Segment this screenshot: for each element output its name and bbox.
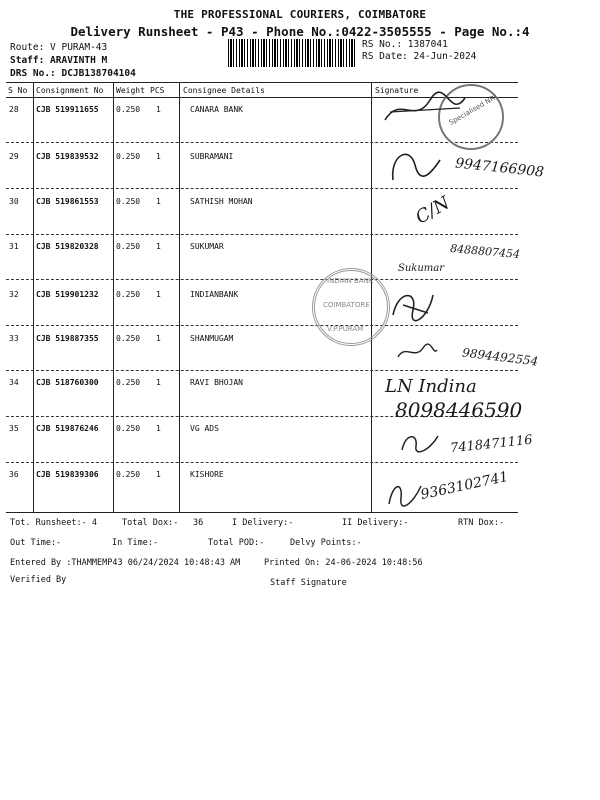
row-weight: 0.250 [116,470,141,479]
ii-delivery: II Delivery:- [342,518,409,528]
row-consignment: CJB 518760300 [36,378,99,387]
handwritten-text: LN Indina [385,376,477,397]
row-consignment: CJB 519861553 [36,197,99,206]
row-sno: 30 [9,197,19,206]
col-sno: S No [8,86,28,95]
row-pcs: 1 [156,152,161,161]
row-sno: 28 [9,105,19,114]
in-time: In Time:- [112,538,159,548]
row-sno: 36 [9,470,19,479]
signature-scribble [385,478,425,508]
handwritten-phone: 9894492554 [461,345,539,369]
row-consignment: CJB 519820328 [36,242,99,251]
row-separator [6,325,518,326]
drs-number: DRS No.: DCJB138704104 [10,68,136,79]
handwritten-phone: 8488807454 [449,241,521,262]
handwritten-phone: 7418471116 [449,432,534,457]
row-consignee: SUKUMAR [190,242,224,251]
row-consignee: INDIANBANK [190,290,239,299]
col-weight: Weight [116,86,145,95]
staff-label: Staff: ARAVINTH M [10,55,108,66]
col-signature: Signature [375,86,419,95]
row-separator [6,279,518,280]
rs-number: RS No.: 1387041 [362,39,448,50]
column-divider [179,82,180,512]
runsheet-subtitle: Delivery Runsheet - P43 - Phone No.:0422-3505555 - Page No.:4 [70,24,530,39]
row-separator [6,142,518,143]
delvy-points: Delvy Points:- [290,538,362,548]
out-time: Out Time:- [10,538,62,548]
row-pcs: 1 [156,105,161,114]
row-consignment: CJB 519911655 [36,105,99,114]
row-weight: 0.250 [116,242,141,251]
row-weight: 0.250 [116,290,141,299]
row-consignee: VG ADS [190,424,219,433]
row-sno: 31 [9,242,19,251]
signature-scribble [380,90,470,130]
row-sno: 33 [9,334,19,343]
handwritten-phone: 8098446590 [395,398,523,422]
barcode [228,39,356,67]
row-sno: 29 [9,152,19,161]
row-sno: 35 [9,424,19,433]
i-delivery: I Delivery:- [232,518,294,528]
row-consignment: CJB 519839532 [36,152,99,161]
verified-by: Verified By [10,575,67,585]
row-separator [6,370,518,371]
indian-bank-stamp: INDIAN BANK COIMBATORE V.P.PURAM [312,268,390,346]
rs-date: RS Date: 24-Jun-2024 [362,51,477,62]
row-weight: 0.250 [116,334,141,343]
printed-on: Printed On: 24-06-2024 10:48:56 [264,558,423,568]
row-sno: 34 [9,378,19,387]
row-pcs: 1 [156,378,161,387]
row-separator [6,462,518,463]
row-weight: 0.250 [116,197,141,206]
handwritten-phone: 9947166908 [454,155,545,181]
row-consignee: CANARA BANK [190,105,243,114]
row-separator [6,234,518,235]
row-pcs: 1 [156,242,161,251]
bank-stamp: Specialised NRI [438,84,504,150]
staff-signature: Staff Signature [270,578,347,588]
row-pcs: 1 [156,334,161,343]
row-consignment: CJB 519839306 [36,470,99,479]
row-sno: 32 [9,290,19,299]
total-dox-value: 36 [193,518,204,528]
signature-scribble [395,342,440,362]
col-consignment: Consignment No [36,86,104,95]
row-pcs: 1 [156,470,161,479]
row-consignee: SUBRAMANI [190,152,234,161]
signature-scribble [398,430,443,455]
col-pcs: PCS [150,86,165,95]
row-weight: 0.250 [116,105,141,114]
row-consignee: SHANMUGAM [190,334,234,343]
total-pod: Total POD:- [208,538,265,548]
row-consignment: CJB 519876246 [36,424,99,433]
row-pcs: 1 [156,197,161,206]
row-weight: 0.250 [116,152,141,161]
company-title: THE PROFESSIONAL COURIERS, COIMBATORE [173,8,427,21]
row-consignment: CJB 519887355 [36,334,99,343]
row-consignee: SATHISH MOHAN [190,197,253,206]
col-consignee: Consignee Details [183,86,265,95]
row-weight: 0.250 [116,424,141,433]
table-top-border [6,82,518,83]
signature-scribble [388,285,438,325]
total-dox-label: Total Dox:- [122,518,179,528]
handwritten-name: Sukumar [398,263,445,274]
signature-scribble [385,145,445,185]
entered-by: Entered By :THAMMEMP43 06/24/2024 10:48:43 AM [10,558,241,568]
table-bottom-border [6,512,518,513]
handwritten-mark: C/N [412,192,454,229]
column-divider [113,82,114,512]
column-divider [33,82,34,512]
row-pcs: 1 [156,290,161,299]
row-weight: 0.250 [116,378,141,387]
row-separator [6,188,518,189]
row-pcs: 1 [156,424,161,433]
row-consignment: CJB 519901232 [36,290,99,299]
handwritten-phone: 9363102741 [419,468,510,504]
row-consignee: RAVI BHOJAN [190,378,243,387]
tot-runsheet: Tot. Runsheet:- 4 [10,518,97,528]
route-label: Route: V PURAM-43 [10,42,108,53]
rtn-dox: RTN Dox:- [458,518,505,528]
row-consignee: KISHORE [190,470,224,479]
